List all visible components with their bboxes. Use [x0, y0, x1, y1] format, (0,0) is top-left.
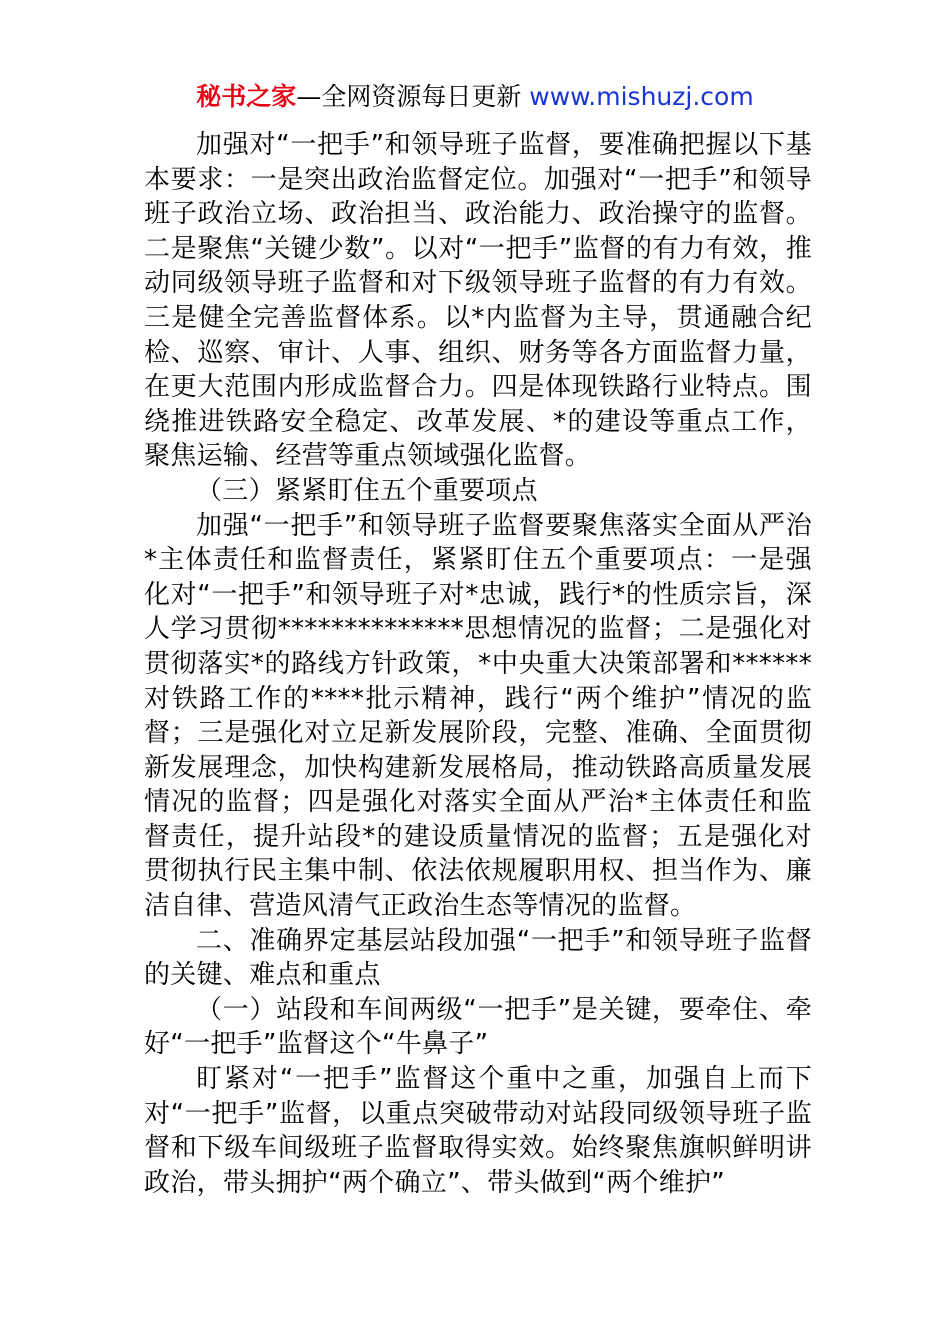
paragraph-top-leader-supervision: 盯紧对“一把手”监督这个重中之重，加强自上而下对“一把手”监督，以重点突破带动对站段同级领导班子监督和下级车间级班子监督取得实效。始终聚焦旗帜鲜明讲政治，带头拥护“两个确立”、带头做到“两个维护” — [144, 1064, 812, 1198]
site-url-link[interactable]: www.mishuzj.com — [529, 82, 754, 111]
header-slogan: —全网资源每日更新 — [296, 82, 530, 111]
site-header — [0, 80, 950, 114]
brand-name: 秘书之家 — [196, 82, 297, 111]
document-body — [144, 128, 812, 1200]
heading-subsection-one: （一）站段和车间两级“一把手”是关键，要牵住、牵好“一把手”监督这个“牛鼻子” — [144, 994, 812, 1060]
paragraph-five-key-points: 加强“一把手”和领导班子监督要聚焦落实全面从严治*主体责任和监督责任，紧紧盯住五个重要项点：一是强化对“一把手”和领导班子对*忠诚，践行*的性质宗旨，深人学习贯彻**************思想情况的监督；二是强化对贯彻落实*的路线方针政策，*中央重大决策部署和******对铁路工作的****批示精神，践行“两个维护”情况的监督；三是强化对立足新发展阶段，完整、准确、全面贯彻新发展理念，加快构建新发展格局，推动铁路高质量发展情况的监督；四是强化对落实全面从严治*主体责任和监督责任，提升站段*的建设质量情况的监督；五是强化对贯彻执行民主集中制、依法依规履职用权、担当作为、廉洁自律、营造风清气正政治生态等情况的监督。 — [144, 510, 812, 922]
heading-section-two: 二、准确界定基层站段加强“一把手”和领导班子监督的关键、难点和重点 — [144, 925, 812, 991]
paragraph-basic-requirements: 加强对“一把手”和领导班子监督，要准确把握以下基本要求：一是突出政治监督定位。加强对“一把手”和领导班子政治立场、政治担当、政治能力、政治操守的监督。二是聚焦“关键少数”。以对“一把手”监督的有力有效，推动同级领导班子监督和对下级领导班子监督的有力有效。三是健全完善监督体系。以*内监督为主导，贯通融合纪检、巡察、审计、人事、组织、财务等各方面监督力量，在更大范围内形成监督合力。四是体现铁路行业特点。围绕推进铁路安全稳定、改革发展、*的建设等重点工作，聚焦运输、经营等重点领域强化监督。 — [144, 130, 812, 472]
heading-five-key-points: （三）紧紧盯住五个重要项点 — [196, 475, 538, 506]
